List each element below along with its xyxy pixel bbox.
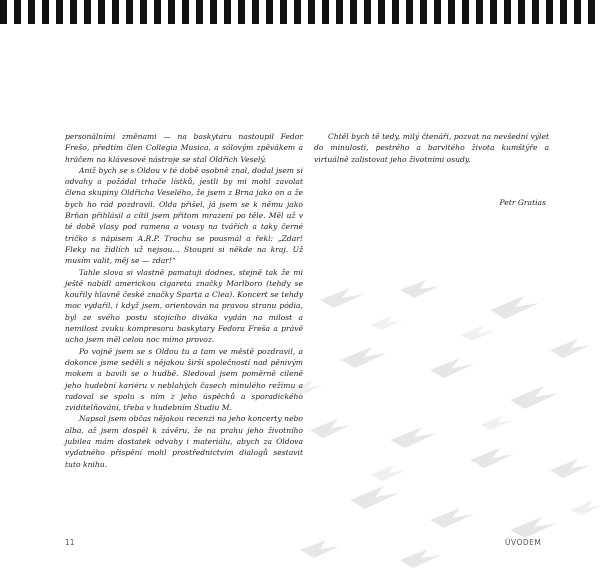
paragraph: Chtěl bych tě tedy, milý čtenáři, pozvat na nevšední výlet do minulosti, pestrého a barvitého života kumštýře a virtuálně zalistovat jeho životními osudy. [314,132,549,164]
paragraph: Tahle slova si vlastně pamatuji dodnes, stejně tak že mi ještě nabídl americkou cigaretu značky Marlboro (tehdy se kouřily hlavně české značky Sparta a Clea). Koncert se tehdy moc vydařil, i když jsem, orientován na pravou stranu pódia, byl ze svého postu stojícího diváka vydán na milost a nemilost zvuku kompresoru baskytary Fedora Freša a právě ucho jsem měl celou noc mimo provoz. [65,267,303,345]
right-text-column [314,131,549,165]
paragraph: Po vojně jsem se s Oldou tu a tam ve městě pozdravil, a dokonce jsme seděli s nějakou širší společností nad pěnivým mokem a bavili se o hudbě. Sledoval jsem poměrně cileně jeho hudební kariéru v neblahých časech minulého režimu a radoval se spolu s ním z jeho úspěchů a sporadického zviditelňování, třeba v hudebním Studiu M. [65,346,303,413]
paragraph: Napsal jsem občas nějakou recenzi na jeho koncerty nebo alba, až jsem dospěl k závěru, že na prahu jeho životního jubilea mám dostatek odvahy i materiálu, abych za Oldova vydatného přispění mohl prostřednictvím dialogů sestavit tuto knihu. [65,414,303,469]
paragraph: personálními změnami — na baskytaru nastoupil Fedor Frešo, předtím člen Collegia Musica, a sólovým zpěvákem a hráčem na klávesové nástroje se stal Oldřich Veselý. [65,132,303,164]
birds-background-illustration [280,270,600,573]
piano-keys-banner [0,0,600,24]
page-number: 11 [65,538,75,547]
author-signature: Petr Gratias [499,198,546,207]
paragraph: Aniž bych se s Oldou v té době osobně znal, dodal jsem si odvahy a požádal trhače lístků, jestli by mi mohl zavolat člena skupiny Oldřicha Veselého, že jsem z Brna jako on a že bych ho rád pozdravil. Olda přišel, já jsem se k němu jako Brňan přihlásil a cítil jsem přitom mrazení po těle. Měl už v té době vlasy pod ramena a vousy na tvářích a taky černé tričko s nápisem A.R.P. Trochu se pousmál a řekl: „Zdar! Fleky na židlích už nejsou... Stoupni si někde na kraj. Už musím valit, měj se — zdar!“ [65,165,303,266]
section-label: ÚVODEM [505,538,542,547]
left-text-column [65,131,303,470]
